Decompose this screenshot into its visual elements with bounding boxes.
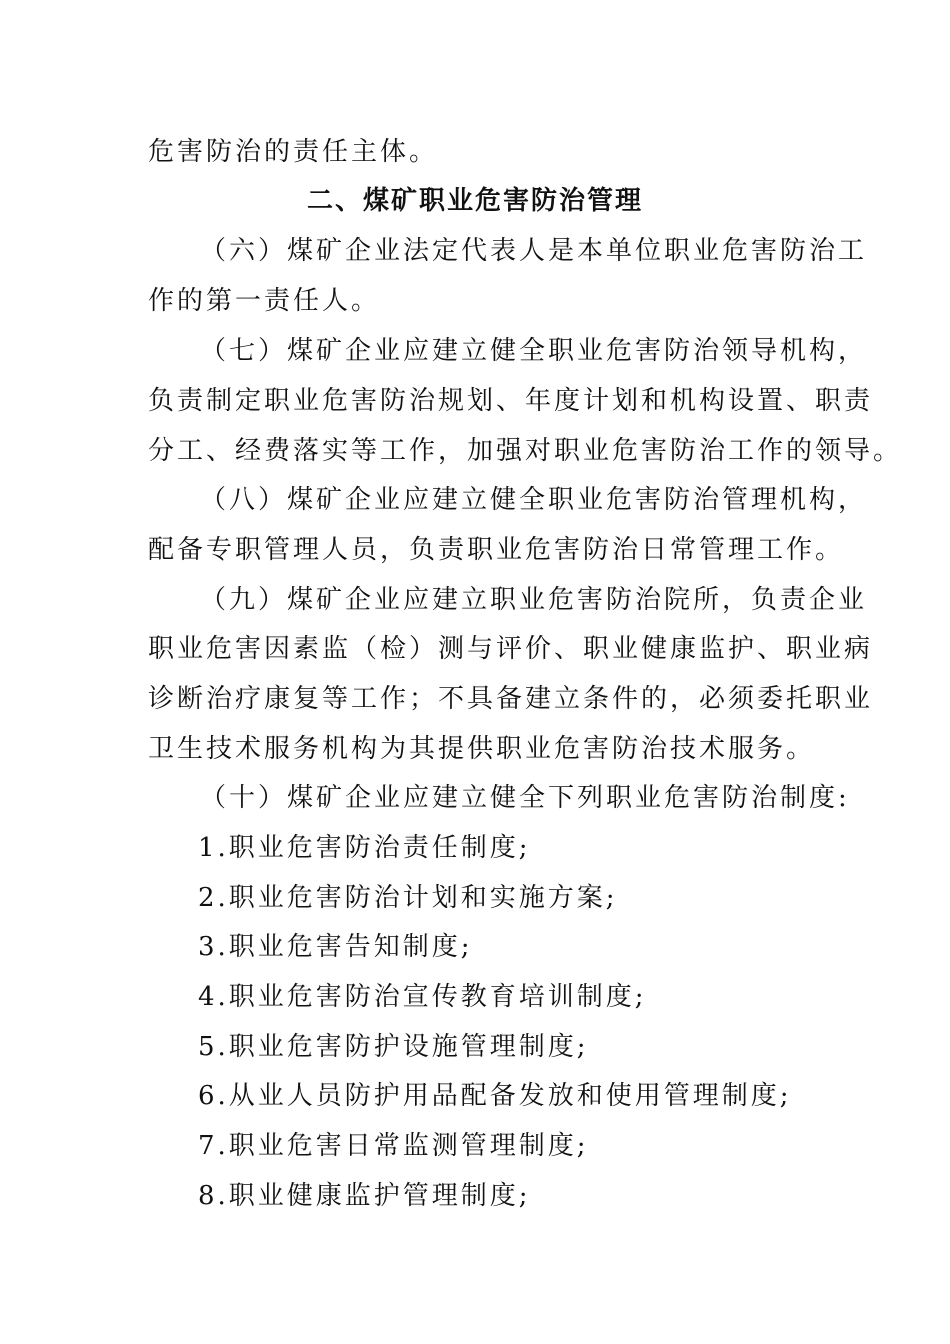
list-item: 1.职业危害防治责任制度; [198, 833, 531, 863]
section-title: 二、煤矿职业危害防治管理 [306, 186, 643, 216]
paragraph-10: （十）煤矿企业应建立健全下列职业危害防治制度: [200, 783, 850, 813]
list-item: 8.职业健康监护管理制度; [198, 1181, 531, 1211]
paragraph-7-line-1: （七）煤矿企业应建立健全职业危害防治领导机构， [200, 336, 868, 366]
list-item: 3.职业危害告知制度; [198, 932, 473, 962]
paragraph-6-line-2: 作的第一责任人。 [148, 286, 381, 316]
paragraph-9-line-1: （九）煤矿企业应建立职业危害防治院所，负责企业 [200, 585, 868, 615]
list-item: 5.职业危害防护设施管理制度; [198, 1032, 589, 1062]
paragraph-7-line-2: 负责制定职业危害防治规划、年度计划和机构设置、职责 [148, 386, 874, 416]
paragraph-8-line-2: 配备专职管理人员，负责职业危害防治日常管理工作。 [148, 535, 845, 565]
paragraph-9-line-3: 诊断治疗康复等工作；不具备建立条件的，必须委托职业 [148, 684, 874, 714]
paragraph-8-line-1: （八）煤矿企业应建立健全职业危害防治管理机构， [200, 485, 868, 515]
paragraph-9-line-4: 卫生技术服务机构为其提供职业危害防治技术服务。 [148, 734, 816, 764]
list-item: 6.从业人员防护用品配备发放和使用管理制度; [198, 1081, 792, 1111]
list-item: 2.职业危害防治计划和实施方案; [198, 883, 618, 913]
list-item: 7.职业危害日常监测管理制度; [198, 1131, 589, 1161]
paragraph-continuation: 危害防治的责任主体。 [148, 137, 439, 167]
list-item: 4.职业危害防治宣传教育培训制度; [198, 982, 647, 1012]
paragraph-9-line-2: 职业危害因素监（检）测与评价、职业健康监护、职业病 [148, 634, 874, 664]
paragraph-7-line-3: 分工、经费落实等工作，加强对职业危害防治工作的领导。 [148, 436, 903, 466]
paragraph-6-line-1: （六）煤矿企业法定代表人是本单位职业危害防治工 [200, 236, 868, 266]
